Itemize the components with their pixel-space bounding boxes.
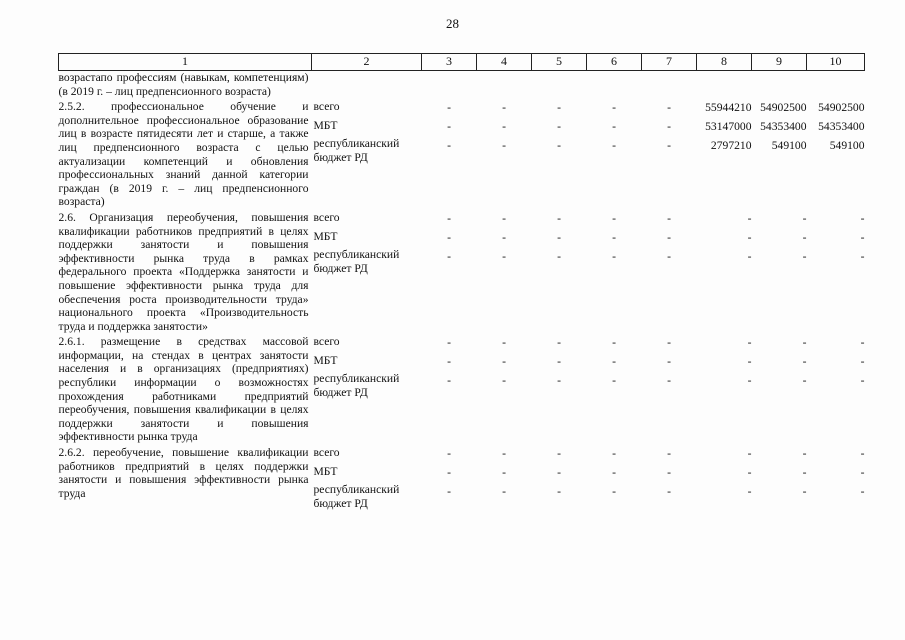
cell-value: -	[667, 466, 671, 480]
cell-value: -	[612, 374, 616, 388]
value-cell	[807, 335, 865, 446]
cell-value: -	[747, 230, 752, 244]
value-cell	[807, 100, 865, 211]
value-cell	[642, 100, 697, 211]
value-cell	[752, 71, 807, 101]
cell-value: -	[612, 249, 616, 263]
cell-value: -	[502, 336, 506, 350]
cell-value: -	[502, 249, 506, 263]
funding-sources	[312, 71, 422, 101]
column-header: 9	[752, 54, 807, 71]
row-description: 2.5.2. профессиональное обучение и дополнительное профессиональное образование лиц в возрасте пятидесяти лет и старше, а также лиц предпенсионного возраста с целью актуализации компетенций и обновления профессиональных знаний данной категории граждан (в 2019 г. – лиц предпенсионного возраста)	[58, 100, 309, 209]
value-cell	[642, 335, 697, 446]
funding-sources	[312, 335, 422, 446]
funding-source: МБТ	[313, 353, 338, 367]
column-header: 7	[642, 54, 697, 71]
cell-value: -	[667, 120, 671, 134]
cell-value: -	[447, 336, 451, 350]
funding-source: республиканский бюджет РД	[313, 483, 400, 510]
cell-value: -	[860, 211, 865, 225]
table-row	[59, 71, 865, 101]
funding-source: республиканский бюджет РД	[313, 248, 400, 275]
column-header: 4	[477, 54, 532, 71]
cell-value: -	[802, 485, 807, 499]
value-cell	[532, 211, 587, 335]
table-row	[59, 211, 865, 335]
cell-value: -	[557, 336, 561, 350]
cell-value: -	[860, 230, 865, 244]
value-cell	[477, 100, 532, 211]
cell-value: -	[502, 374, 506, 388]
cell-value: 549100	[829, 139, 865, 153]
funding-source: республиканский бюджет РД	[313, 372, 400, 400]
cell-value: -	[747, 374, 752, 388]
funding-sources	[312, 100, 422, 211]
cell-value: -	[502, 101, 506, 115]
cell-value: -	[612, 230, 616, 244]
value-cell	[422, 71, 477, 101]
value-cell	[697, 100, 752, 211]
cell-value: -	[557, 485, 561, 499]
value-cell	[807, 211, 865, 335]
budget-table	[58, 53, 865, 512]
cell-value: -	[447, 211, 451, 225]
value-cell	[642, 211, 697, 335]
value-cell	[752, 335, 807, 446]
cell-value: 54902500	[760, 101, 807, 115]
cell-value: -	[612, 447, 616, 461]
cell-value: -	[860, 336, 865, 350]
cell-value: -	[447, 485, 451, 499]
cell-value: -	[802, 447, 807, 461]
cell-value: -	[612, 336, 616, 350]
cell-value: -	[612, 485, 616, 499]
cell-value: 549100	[771, 139, 807, 153]
value-cell	[587, 211, 642, 335]
column-header: 10	[807, 54, 865, 71]
cell-value: -	[747, 355, 752, 369]
value-cell	[422, 211, 477, 335]
cell-value: 53147000	[705, 120, 752, 134]
column-header: 5	[532, 54, 587, 71]
cell-value: -	[447, 447, 451, 461]
value-cell	[752, 446, 807, 512]
value-cell	[477, 335, 532, 446]
funding-source: всего	[313, 446, 340, 460]
column-header: 8	[697, 54, 752, 71]
value-cell	[532, 100, 587, 211]
cell-value: -	[612, 355, 616, 369]
cell-value: -	[557, 447, 561, 461]
cell-value: -	[612, 101, 616, 115]
column-header: 2	[312, 54, 422, 71]
cell-value: -	[502, 120, 506, 134]
cell-value: -	[667, 485, 671, 499]
value-cell	[752, 211, 807, 335]
cell-value: -	[502, 447, 506, 461]
cell-value: -	[447, 374, 451, 388]
cell-value: -	[557, 211, 561, 225]
cell-value: -	[667, 355, 671, 369]
table-row	[59, 446, 865, 512]
row-description: 2.6.2. переобучение, повышение квалификации работников предприятий в целях поддержки занятости и повышения эффективности рынка труда	[58, 446, 309, 500]
cell-value: -	[502, 466, 506, 480]
value-cell	[697, 211, 752, 335]
cell-value: -	[612, 139, 616, 153]
funding-sources	[312, 446, 422, 512]
cell-value: -	[802, 466, 807, 480]
cell-value: -	[802, 355, 807, 369]
row-description: 2.6.1. размещение в средствах массовой информации, на стендах в центрах занятости населения и в организациях (предприятиях) республики информации о возможностях прохождения работниками предприятий переобучения, повышения квалификации в целях поддержки занятости и повышения эффективности рынка труда	[58, 335, 309, 444]
cell-value: -	[557, 120, 561, 134]
value-cell	[642, 71, 697, 101]
cell-value: -	[557, 139, 561, 153]
cell-value: -	[747, 336, 752, 350]
value-cell	[807, 71, 865, 101]
value-cell	[587, 100, 642, 211]
value-cell	[532, 335, 587, 446]
cell-value: 55944210	[705, 101, 752, 115]
column-header: 3	[422, 54, 477, 71]
value-cell	[587, 335, 642, 446]
cell-value: -	[557, 230, 561, 244]
table-header-row	[59, 54, 865, 71]
cell-value: -	[447, 139, 451, 153]
cell-value: -	[667, 101, 671, 115]
cell-value: -	[612, 466, 616, 480]
cell-value: -	[447, 230, 451, 244]
value-cell	[477, 446, 532, 512]
cell-value: -	[502, 139, 506, 153]
cell-value: -	[747, 485, 752, 499]
funding-source: МБТ	[313, 229, 338, 243]
table-body	[59, 71, 865, 513]
cell-value: -	[557, 374, 561, 388]
cell-value: -	[860, 249, 865, 263]
value-cell	[697, 335, 752, 446]
cell-value: -	[502, 485, 506, 499]
cell-value: -	[667, 211, 671, 225]
cell-value: -	[502, 355, 506, 369]
row-description: 2.6. Организация переобучения, повышения квалификации работников предприятий в целях поддержки занятости и повышения эффективности рынка труда в рамках федерального проекта «Поддержка занятости и повышение эффективности рынка труда для обеспечения роста производительности труда» национального проекта «Производительность труда и поддержка занятости»	[58, 210, 309, 333]
value-cell	[697, 446, 752, 512]
cell-value: -	[802, 336, 807, 350]
cell-value: -	[447, 101, 451, 115]
cell-value: -	[502, 211, 506, 225]
funding-source: МБТ	[313, 118, 338, 132]
cell-value: -	[667, 336, 671, 350]
value-cell	[752, 100, 807, 211]
value-cell	[587, 71, 642, 101]
funding-source: всего	[313, 210, 340, 224]
cell-value: -	[860, 374, 865, 388]
cell-value: -	[667, 139, 671, 153]
column-header: 6	[587, 54, 642, 71]
value-cell	[587, 446, 642, 512]
cell-value: 2797210	[710, 139, 752, 153]
cell-value: -	[447, 120, 451, 134]
value-cell	[422, 335, 477, 446]
cell-value: -	[860, 355, 865, 369]
table-row	[59, 335, 865, 446]
table-row	[59, 100, 865, 211]
funding-source: республиканский бюджет РД	[313, 137, 400, 164]
cell-value: 54353400	[760, 120, 807, 134]
cell-value: -	[747, 249, 752, 263]
value-cell	[422, 100, 477, 211]
cell-value: -	[502, 230, 506, 244]
funding-source: всего	[313, 100, 340, 114]
value-cell	[422, 446, 477, 512]
value-cell	[477, 71, 532, 101]
cell-value: -	[667, 374, 671, 388]
cell-value: -	[557, 101, 561, 115]
cell-value: -	[802, 374, 807, 388]
cell-value: -	[802, 249, 807, 263]
cell-value: -	[860, 485, 865, 499]
cell-value: -	[860, 447, 865, 461]
cell-value: -	[447, 355, 451, 369]
row-description: возрастапо профессиям (навыкам, компетенциям) (в 2019 г. – лиц предпенсионного возраста)	[58, 71, 309, 98]
cell-value: -	[747, 211, 752, 225]
cell-value: -	[802, 211, 807, 225]
cell-value: -	[667, 447, 671, 461]
funding-source: МБТ	[313, 464, 338, 478]
cell-value: -	[747, 466, 752, 480]
value-cell	[532, 71, 587, 101]
cell-value: -	[557, 249, 561, 263]
cell-value: -	[612, 120, 616, 134]
funding-source: всего	[313, 335, 340, 349]
cell-value: 54902500	[818, 101, 865, 115]
cell-value: -	[447, 249, 451, 263]
cell-value: -	[802, 230, 807, 244]
cell-value: -	[747, 447, 752, 461]
page-number: 28	[446, 16, 459, 31]
value-cell	[642, 446, 697, 512]
cell-value: -	[557, 355, 561, 369]
value-cell	[477, 211, 532, 335]
cell-value: -	[667, 249, 671, 263]
cell-value: 54353400	[818, 120, 865, 134]
value-cell	[532, 446, 587, 512]
cell-value: -	[557, 466, 561, 480]
cell-value: -	[667, 230, 671, 244]
value-cell	[697, 71, 752, 101]
cell-value: -	[447, 466, 451, 480]
cell-value: -	[860, 466, 865, 480]
value-cell	[807, 446, 865, 512]
funding-sources	[312, 211, 422, 335]
column-header: 1	[59, 54, 312, 71]
cell-value: -	[612, 211, 616, 225]
